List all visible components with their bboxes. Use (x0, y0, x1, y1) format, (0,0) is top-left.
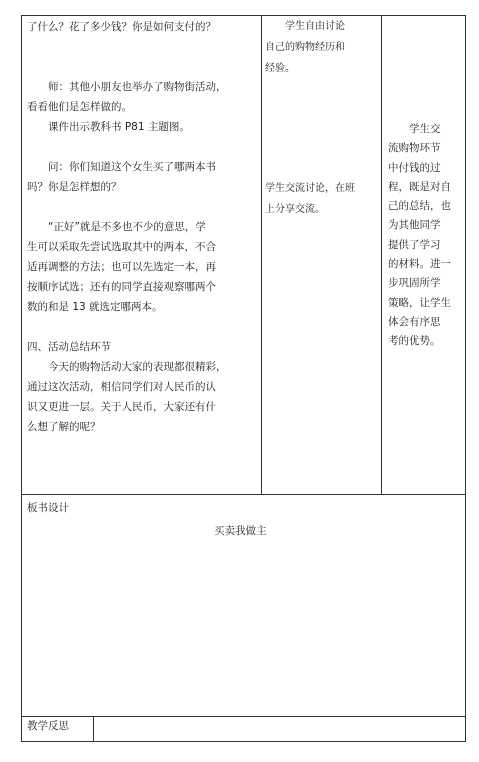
student-activity-top (265, 16, 377, 79)
design-intent-text (388, 120, 464, 352)
text-line: 提供了学习 (388, 238, 441, 251)
text-line: 看看他们是怎样做的。 (27, 101, 132, 113)
text-line: 流购物环节 (388, 142, 441, 155)
row-divider (22, 716, 465, 717)
student-activity-mid (265, 178, 377, 220)
section-heading: 四、活动总结环节 (27, 341, 111, 353)
text-line: 了什么？花了多少钱？你是如何支付的？ (27, 21, 216, 33)
board-design-label: 板书设计 (27, 502, 69, 514)
text-line: 适再调整的方法；也可以先选定一本，再 (27, 261, 216, 273)
text-line: 上分享交流。 (265, 204, 325, 215)
row-divider (22, 494, 465, 495)
text-line: 今天的购物活动大家的表现都很精彩， (27, 361, 227, 373)
cell-divider (93, 716, 94, 741)
text-line: 考的优势。 (388, 335, 441, 348)
text-line: 按顺序试选；还有的同学直接观察哪两个 (27, 281, 216, 293)
text-line: 中付钱的过 (388, 161, 441, 174)
text-line: 通过这次活动，相信同学们对人民币的认 (27, 381, 216, 393)
text-line: 学生交 (388, 123, 441, 135)
text-line: 学生自由讨论 (265, 21, 345, 32)
text-line: 课件出示教科书 P81 主题图。 (27, 121, 190, 133)
reflection-label: 教学反思 (27, 720, 69, 732)
text-line: 吗？你是怎样想的？ (27, 181, 122, 193)
text-line: 程，既是对自 (388, 180, 451, 193)
text-line: 自己的购物经历和 (265, 42, 345, 53)
text-line: 么想了解的呢？ (27, 421, 101, 433)
text-line: 步巩固所学 (388, 277, 441, 290)
text-line: 学生交流讨论，在班 (265, 183, 355, 194)
text-line: 己的总结，也 (388, 200, 451, 213)
text-line: “正好”就是不多也不少的意思，学 (27, 221, 206, 233)
teaching-process-text (27, 17, 259, 437)
text-line: 数的和是 13 就选定哪两本。 (27, 301, 163, 313)
text-line: 经验。 (265, 63, 295, 74)
text-line: 策略，让学生 (388, 296, 451, 309)
text-line: 问：你们知道这个女生买了哪两本书 (27, 161, 216, 173)
column-divider (381, 16, 382, 494)
column-divider (261, 16, 262, 494)
text-line: 师：其他小朋友也举办了购物街活动， (27, 81, 227, 93)
text-line: 识又更进一层。关于人民币，大家还有什 (27, 401, 216, 413)
text-line: 生可以采取先尝试选取其中的两本，不合 (27, 241, 216, 253)
text-line: 为其他同学 (388, 219, 441, 232)
text-line: 的材料。进一 (388, 258, 451, 271)
text-line: 体会有序思 (388, 315, 441, 328)
board-design-title: 买卖我做主 (214, 525, 267, 537)
